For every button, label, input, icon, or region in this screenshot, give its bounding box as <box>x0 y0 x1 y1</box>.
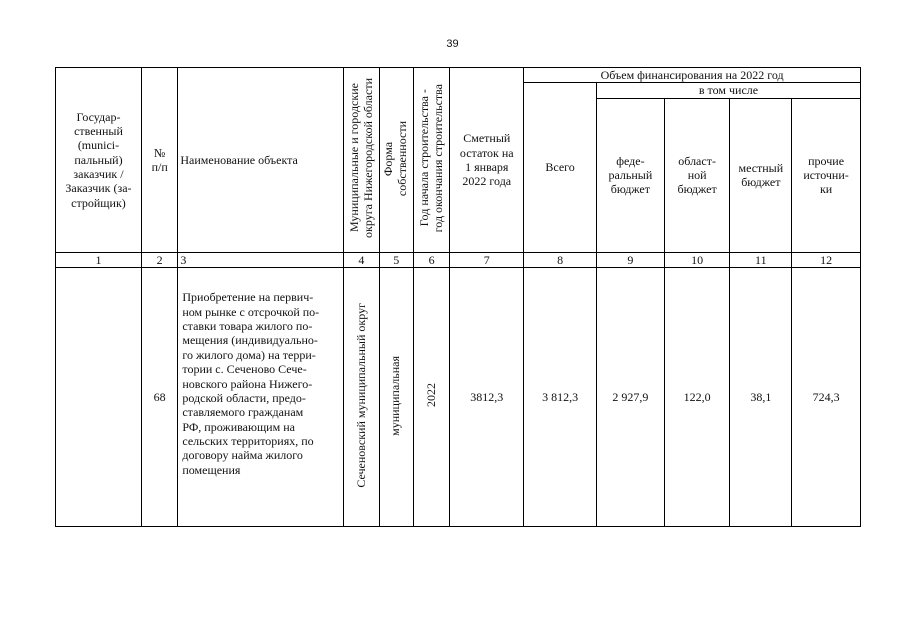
column-number: 7 <box>450 252 524 267</box>
cell-index: 68 <box>141 268 177 527</box>
column-number: 12 <box>792 252 861 267</box>
header-other: прочие источни- ки <box>792 98 861 252</box>
header-district: Муниципальные и городские округа Нижегородской области <box>344 68 379 253</box>
header-years: Год начала строительства - год окончания строительства <box>413 68 449 253</box>
financing-table <box>55 67 861 527</box>
column-number: 5 <box>379 252 413 267</box>
column-number: 6 <box>413 252 449 267</box>
header-funding-group: Объем финансирования на 2022 год <box>524 68 861 83</box>
header-ownership: Форма собственности <box>379 68 413 253</box>
page-number: 39 <box>446 38 459 50</box>
header-index: № п/п <box>141 68 177 253</box>
cell-district: Сеченовский муниципальный округ <box>344 268 379 527</box>
cell-object-name: Приобретение на первич- ном рынке с отсрочкой по- ставки товара жилого по- мещения (индивидуально- го жилого дома) на терри- тории с. Сеченово Сече- новского района Нижего- родской области, предо- ставляемого гражданам РФ, проживающим на сельских территориях, по договору найма жилого помещения <box>178 268 344 527</box>
header-estimate-balance: Сметный остаток на 1 января 2022 года <box>450 68 524 253</box>
header-regional: област- ной бюджет <box>664 98 730 252</box>
cell-local: 38,1 <box>730 268 792 527</box>
cell-total: 3 812,3 <box>524 268 597 527</box>
cell-estimate-balance: 3812,3 <box>450 268 524 527</box>
header-row <box>56 68 861 83</box>
cell-ownership: муниципальная <box>379 268 413 527</box>
cell-customer <box>56 268 142 527</box>
header-object-name: Наименование объекта <box>178 68 344 253</box>
column-number: 11 <box>730 252 792 267</box>
column-number: 9 <box>597 252 665 267</box>
cell-regional: 122,0 <box>664 268 730 527</box>
header-total: Всего <box>524 83 597 252</box>
cell-other: 724,3 <box>792 268 861 527</box>
column-number: 2 <box>141 252 177 267</box>
header-local: местный бюджет <box>730 98 792 252</box>
column-numbers-row <box>56 252 861 267</box>
table-row <box>56 268 861 527</box>
column-number: 8 <box>524 252 597 267</box>
column-number: 3 <box>178 252 344 267</box>
column-number: 10 <box>664 252 730 267</box>
header-customer: Государ- ственный (munici- пальный) заказчик / Заказчик (за- стройщик) <box>56 68 142 253</box>
cell-federal: 2 927,9 <box>597 268 665 527</box>
header-federal: феде- ральный бюджет <box>597 98 665 252</box>
column-number: 1 <box>56 252 142 267</box>
header-including: в том числе <box>597 83 861 98</box>
column-number: 4 <box>344 252 379 267</box>
cell-years: 2022 <box>413 268 449 527</box>
